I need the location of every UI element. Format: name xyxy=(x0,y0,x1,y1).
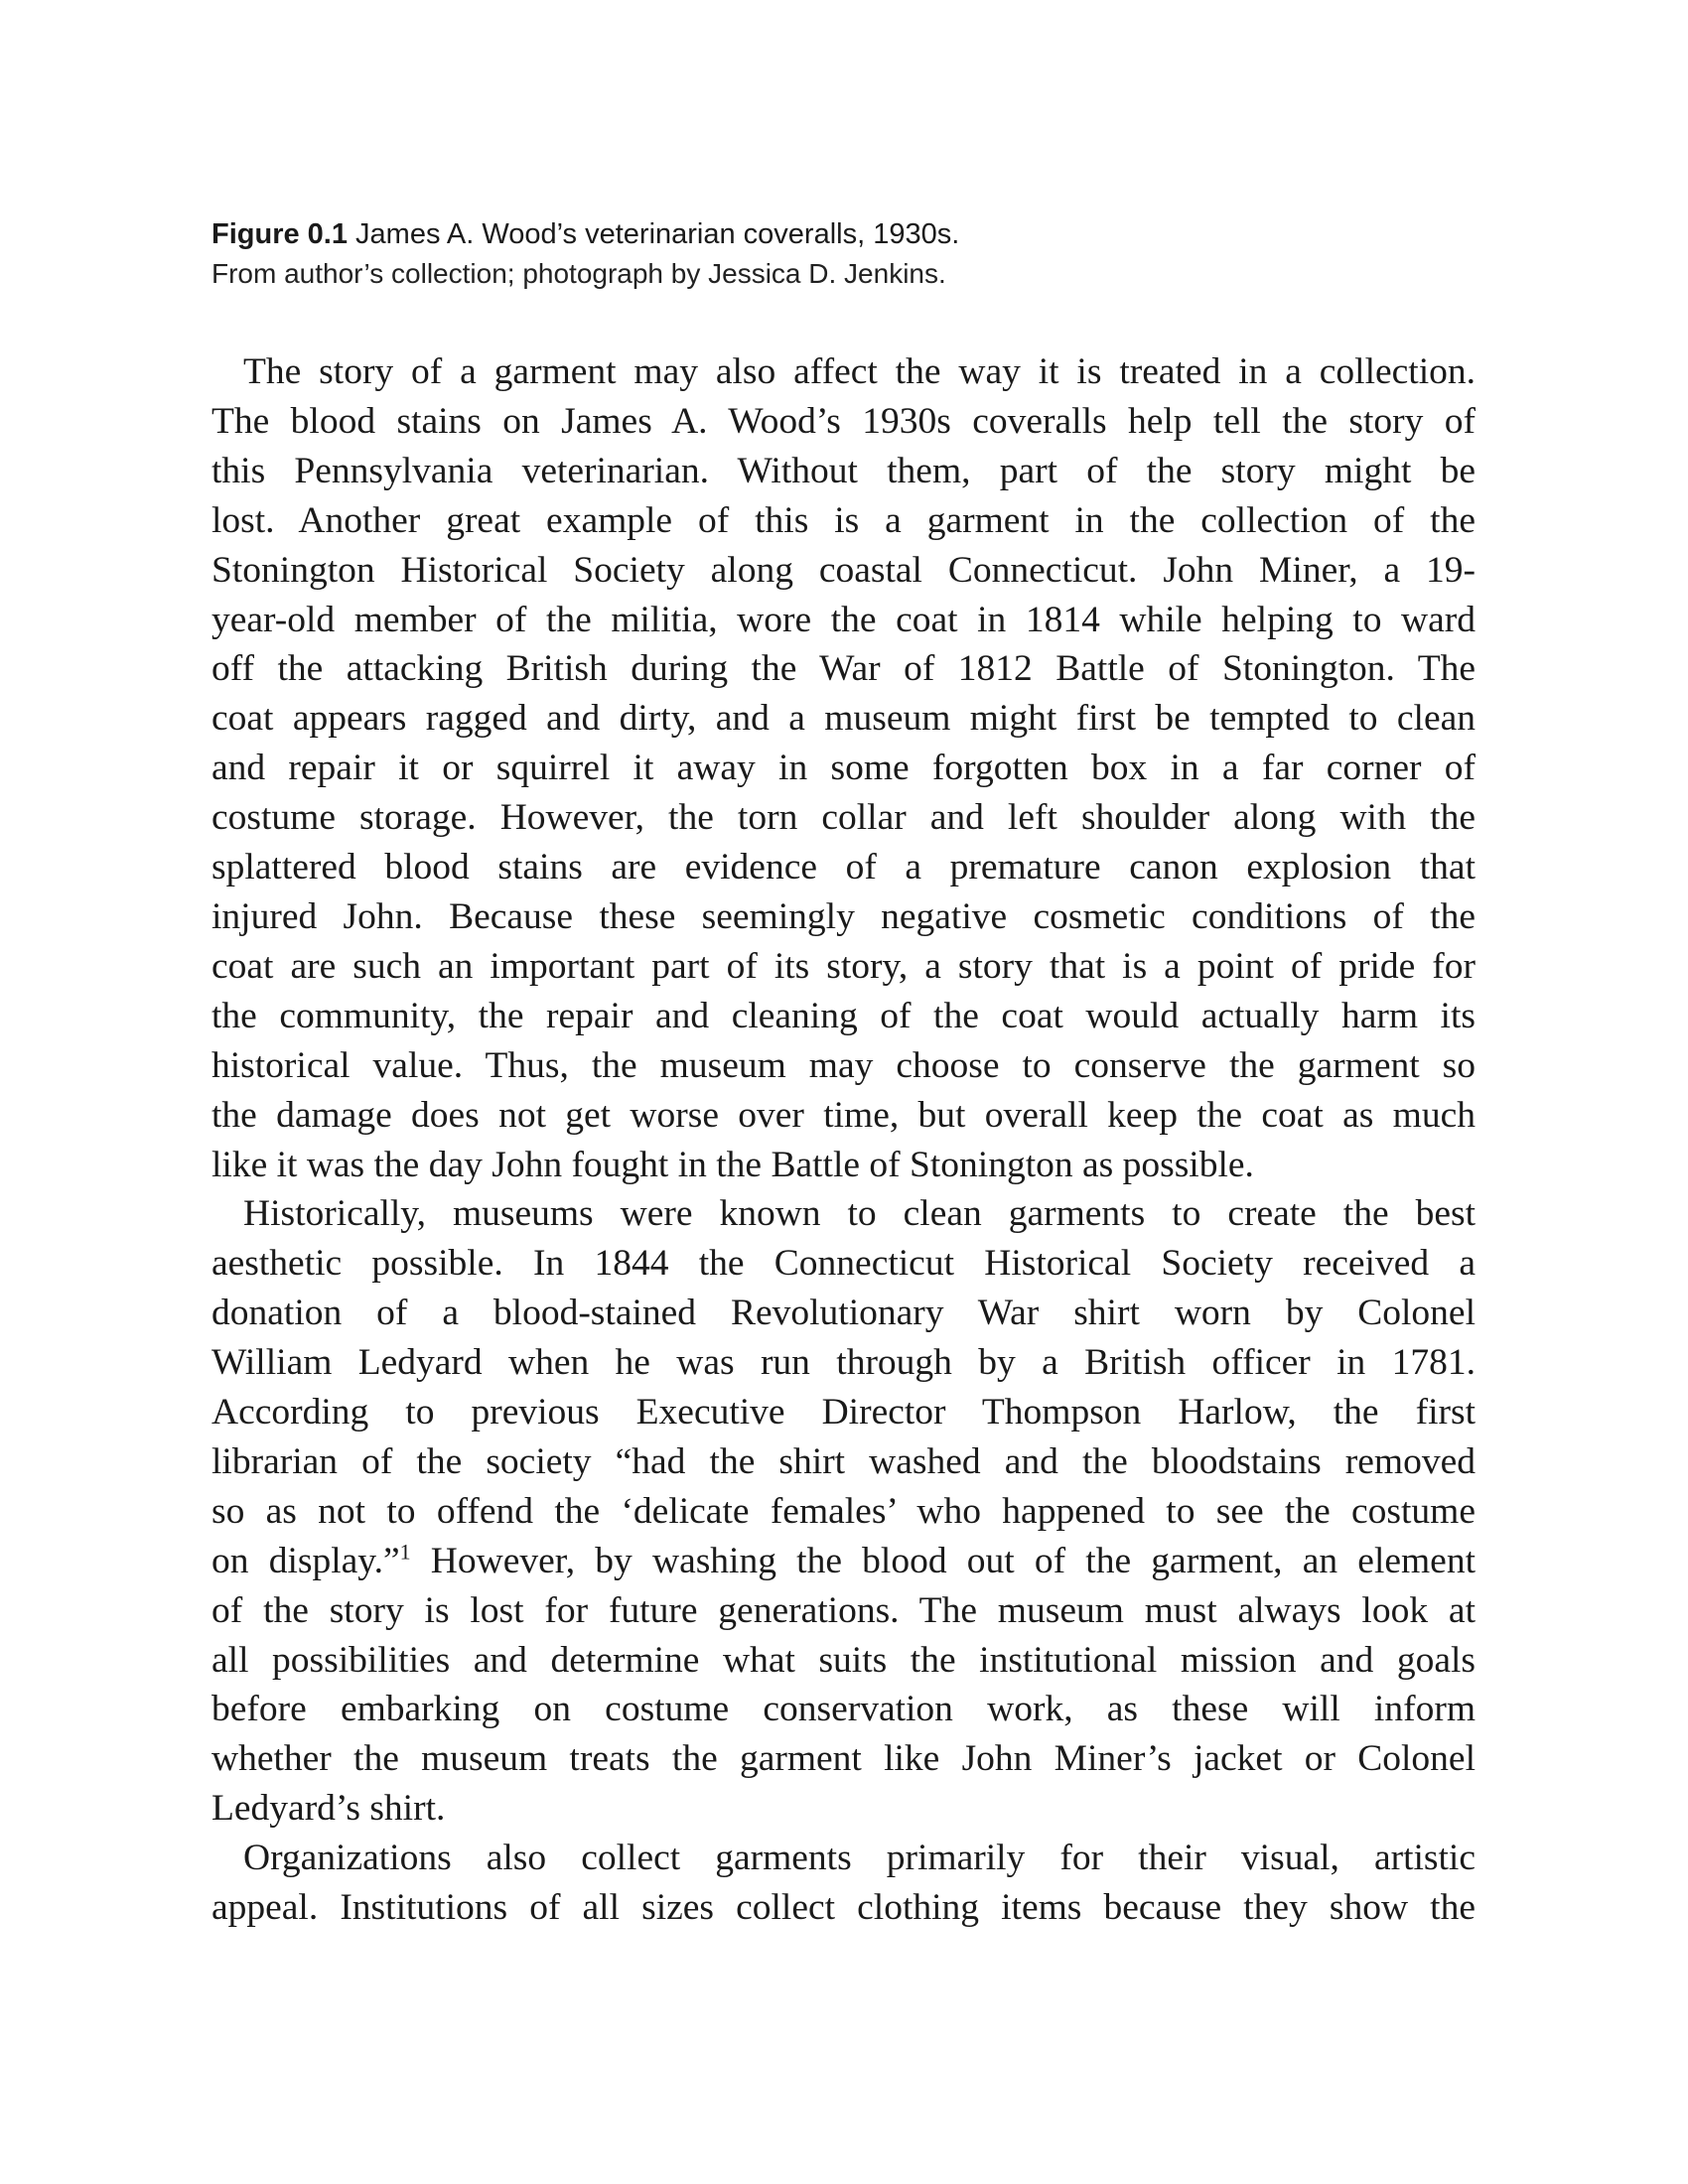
paragraph-3 xyxy=(211,1834,1476,1933)
text-line: the community, the repair and cleaning of the coat would actually harm its xyxy=(211,995,1476,1036)
text-line: aesthetic possible. In 1844 the Connecticut Historical Society received a xyxy=(211,1243,1476,1285)
text-line: donation of a blood-stained Revolutionary War shirt worn by Colonel xyxy=(211,1293,1476,1334)
text-line: splattered blood stains are evidence of a premature canon explosion that xyxy=(211,847,1476,888)
text-line: Stonington Historical Society along coastal Connecticut. John Miner, a 19- xyxy=(211,549,1476,591)
text-fragment: However, by washing the blood out of the garment, an element xyxy=(410,1540,1476,1581)
caption-line-1 xyxy=(211,214,1476,254)
text-line-with-footnote xyxy=(211,1537,1476,1586)
text-line: all possibilities and determine what suits the institutional mission and goals xyxy=(211,1639,1476,1681)
text-line: of the story is lost for future generations. The museum must always look at xyxy=(211,1589,1476,1631)
paragraph-2 xyxy=(211,1189,1476,1834)
figure-label: Figure 0.1 xyxy=(211,218,348,250)
text-line: The blood stains on James A. Wood’s 1930s coveralls help tell the story of xyxy=(211,400,1476,442)
text-line: injured John. Because these seemingly negative cosmetic conditions of the xyxy=(211,895,1476,937)
figure-caption xyxy=(211,214,1476,294)
text-line: this Pennsylvania veterinarian. Without them, part of the story might be xyxy=(211,450,1476,491)
text-line: coat are such an important part of its story, a story that is a point of pride for xyxy=(211,945,1476,987)
text-line: costume storage. However, the torn collar and left shoulder along with the xyxy=(211,797,1476,839)
text-line: the damage does not get worse over time, but overall keep the coat as much xyxy=(211,1094,1476,1136)
text-line: librarian of the society “had the shirt washed and the bloodstains removed xyxy=(211,1440,1476,1482)
text-line: whether the museum treats the garment like John Miner’s jacket or Colonel xyxy=(211,1738,1476,1780)
text-line: so as not to offend the ‘delicate females’ who happened to see the costume xyxy=(211,1490,1476,1532)
footnote-marker[interactable]: 1 xyxy=(399,1539,411,1565)
text-line: lost. Another great example of this is a garment in the collection of the xyxy=(211,499,1476,541)
paragraph-1 xyxy=(211,347,1476,1189)
text-line: and repair it or squirrel it away in some forgotten box in a far corner of xyxy=(211,748,1476,789)
text-line: off the attacking British during the War of 1812 Battle of Stonington. The xyxy=(211,648,1476,690)
body-text xyxy=(211,347,1476,1933)
text-line: Historically, museums were known to clean garments to create the best xyxy=(243,1193,1476,1235)
text-line: like it was the day John fought in the Battle of Stonington as possible. xyxy=(211,1144,1254,1185)
text-line: year-old member of the militia, wore the coat in 1814 while helping to ward xyxy=(211,599,1476,640)
text-line: historical value. Thus, the museum may choose to conserve the garment so xyxy=(211,1044,1476,1086)
text-line: According to previous Executive Director Thompson Harlow, the first xyxy=(211,1392,1476,1433)
text-line: William Ledyard when he was run through by a British officer in 1781. xyxy=(211,1342,1476,1384)
figure-title: James A. Wood’s veterinarian coveralls, 1930s. xyxy=(348,218,960,250)
text-line: before embarking on costume conservation work, as these will inform xyxy=(211,1689,1476,1730)
text-line: The story of a garment may also affect the way it is treated in a collection. xyxy=(243,351,1476,392)
text-line: appeal. Institutions of all sizes collect clothing items because they show the xyxy=(211,1887,1476,1929)
text-line: coat appears ragged and dirty, and a museum might first be tempted to clean xyxy=(211,698,1476,740)
figure-credit: From author’s collection; photograph by Jessica D. Jenkins. xyxy=(211,258,946,289)
document-page xyxy=(211,0,1476,2184)
text-fragment: on display.” xyxy=(211,1540,400,1581)
text-line: Organizations also collect garments primarily for their visual, artistic xyxy=(243,1838,1476,1879)
text-line: Ledyard’s shirt. xyxy=(211,1788,446,1830)
